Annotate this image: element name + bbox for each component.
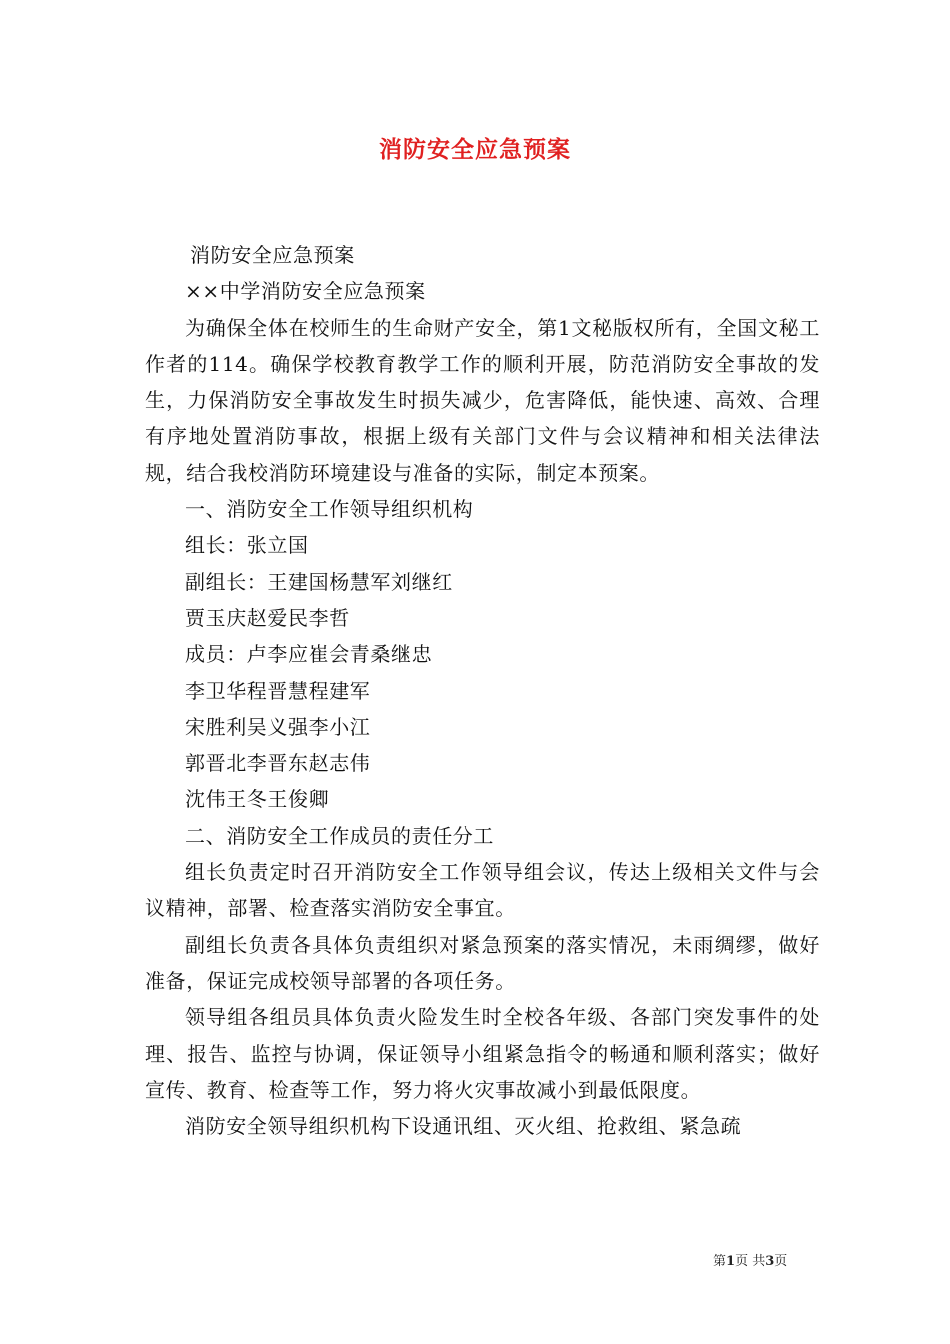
footer-middle: 页 共: [735, 1254, 766, 1269]
members-line-4: 郭晋北李晋东赵志伟: [185, 751, 371, 776]
document-body: [145, 237, 820, 1144]
members-line-2: 李卫华程晋慧程建军: [185, 678, 371, 703]
deputy-line: 副组长：王建国杨慧军刘继红: [185, 569, 453, 594]
leader-line: 组长：张立国: [185, 533, 309, 558]
page-footer: [713, 1250, 787, 1269]
document-title: 消防安全应急预案: [379, 136, 571, 163]
leader-duty-paragraph: 组长负责定时召开消防安全工作领导组会议，传达上级相关文件与会议精神，部署、检查落实消防安全事宜。: [145, 860, 820, 921]
current-page-number: 1: [726, 1254, 736, 1269]
school-heading-paragraph: ××中学消防安全应急预案: [185, 279, 426, 304]
members-line: 成员：卢李应崔会青桑继忠: [185, 642, 433, 667]
intro-paragraph: 为确保全体在校师生的生命财产安全，第1文秘版权所有，全国文秘工作者的114。确保学校教育教学工作的顺利开展，防范消防安全事故的发生，力保消防安全事故发生时损失减少，危害降低，能快速、高效、合理有序地处置消防事故，根据上级有关部门文件与会议精神和相关法律法规，结合我校消防环境建设与准备的实际，制定本预案。: [145, 315, 820, 485]
members-line-3: 宋胜利吴义强李小江: [185, 714, 371, 739]
footer-prefix: 第: [713, 1254, 727, 1269]
deputy-duty-paragraph: 副组长负责各具体负责组织对紧急预案的落实情况，未雨绸缪，做好准备，保证完成校领导部署的各项任务。: [145, 932, 820, 993]
section-1-heading: 一、消防安全工作领导组织机构: [185, 497, 474, 522]
members-duty-paragraph: 领导组各组员具体负责火险发生时全校各年级、各部门突发事件的处理、报告、监控与协调，保证领导小组紧急指令的畅通和顺利落实；做好宣传、教育、检查等工作，努力将火灾事故减小到最低限度。: [145, 1005, 820, 1102]
total-pages-number: 3: [765, 1254, 775, 1269]
members-line-5: 沈伟王冬王俊卿: [185, 787, 330, 812]
subgroups-paragraph: 消防安全领导组织机构下设通讯组、灭火组、抢救组、紧急疏: [185, 1114, 742, 1139]
deputy-line-continued: 贾玉庆赵爱民李哲: [185, 605, 350, 630]
footer-suffix: 页: [774, 1254, 788, 1269]
section-2-heading: 二、消防安全工作成员的责任分工: [185, 823, 494, 848]
subtitle-paragraph: 消防安全应急预案: [190, 243, 355, 267]
